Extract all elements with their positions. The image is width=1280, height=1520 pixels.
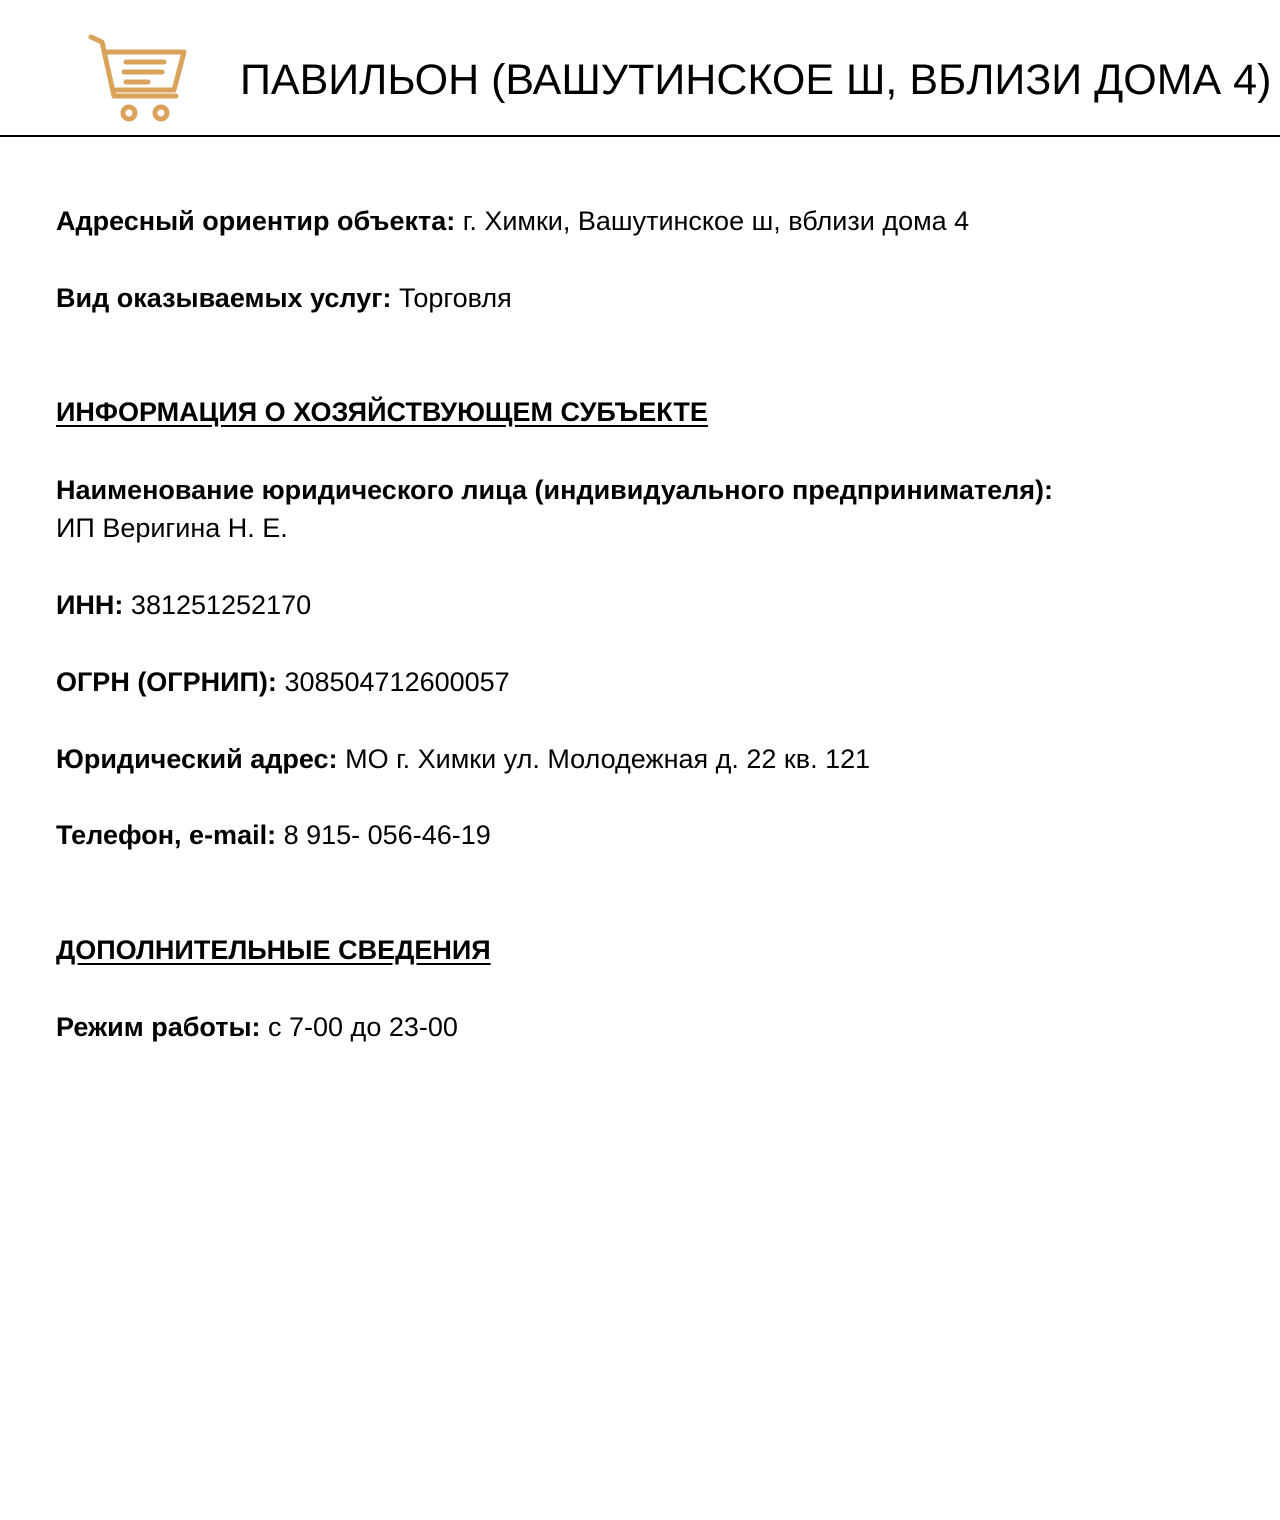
- legal-address-label: Юридический адрес:: [56, 744, 338, 774]
- address-value: г. Химки, Вашутинское ш, вблизи дома 4: [462, 206, 970, 236]
- ogrn-label: ОГРН (ОГРНИП):: [56, 667, 277, 697]
- entity-name-value: ИП Веригина Н. Е.: [56, 513, 288, 543]
- ogrn-value: 308504712600057: [284, 667, 510, 697]
- service-value: Торговля: [398, 283, 512, 313]
- contact-value: 8 915- 056-46-19: [283, 820, 491, 850]
- ogrn-row: [56, 664, 510, 700]
- contact-label: Телефон, e-mail:: [56, 820, 277, 850]
- service-label: Вид оказываемых услуг:: [56, 283, 392, 313]
- hours-row: [56, 1009, 458, 1045]
- page-title: ПАВИЛЬОН (ВАШУТИНСКОЕ Ш, ВБЛИЗИ ДОМА 4): [240, 56, 1272, 104]
- entity-name-label: Наименование юридического лица (индивидуального предпринимателя):: [56, 475, 1053, 505]
- inn-value: 381251252170: [130, 590, 312, 620]
- legal-address-value: МО г. Химки ул. Молодежная д. 22 кв. 121: [345, 744, 871, 774]
- hours-label: Режим работы:: [56, 1012, 261, 1042]
- entity-section-heading: ИНФОРМАЦИЯ О ХОЗЯЙСТВУЮЩЕМ СУБЪЕКТЕ: [56, 397, 708, 427]
- hours-value: с 7-00 до 23-00: [268, 1012, 458, 1042]
- address-label: Адресный ориентир объекта:: [56, 206, 456, 236]
- legal-address-row: [56, 741, 870, 777]
- inn-row: [56, 587, 311, 623]
- additional-section-heading: ДОПОЛНИТЕЛЬНЫЕ СВЕДЕНИЯ: [56, 935, 491, 965]
- address-row: [56, 203, 969, 239]
- entity-name-label-row: [56, 472, 1053, 508]
- shopping-cart-icon: [86, 32, 190, 124]
- contact-row: [56, 817, 491, 853]
- inn-label: ИНН:: [56, 590, 124, 620]
- service-row: [56, 280, 512, 316]
- entity-name-value-row: [56, 510, 288, 546]
- page-header: [0, 0, 1280, 137]
